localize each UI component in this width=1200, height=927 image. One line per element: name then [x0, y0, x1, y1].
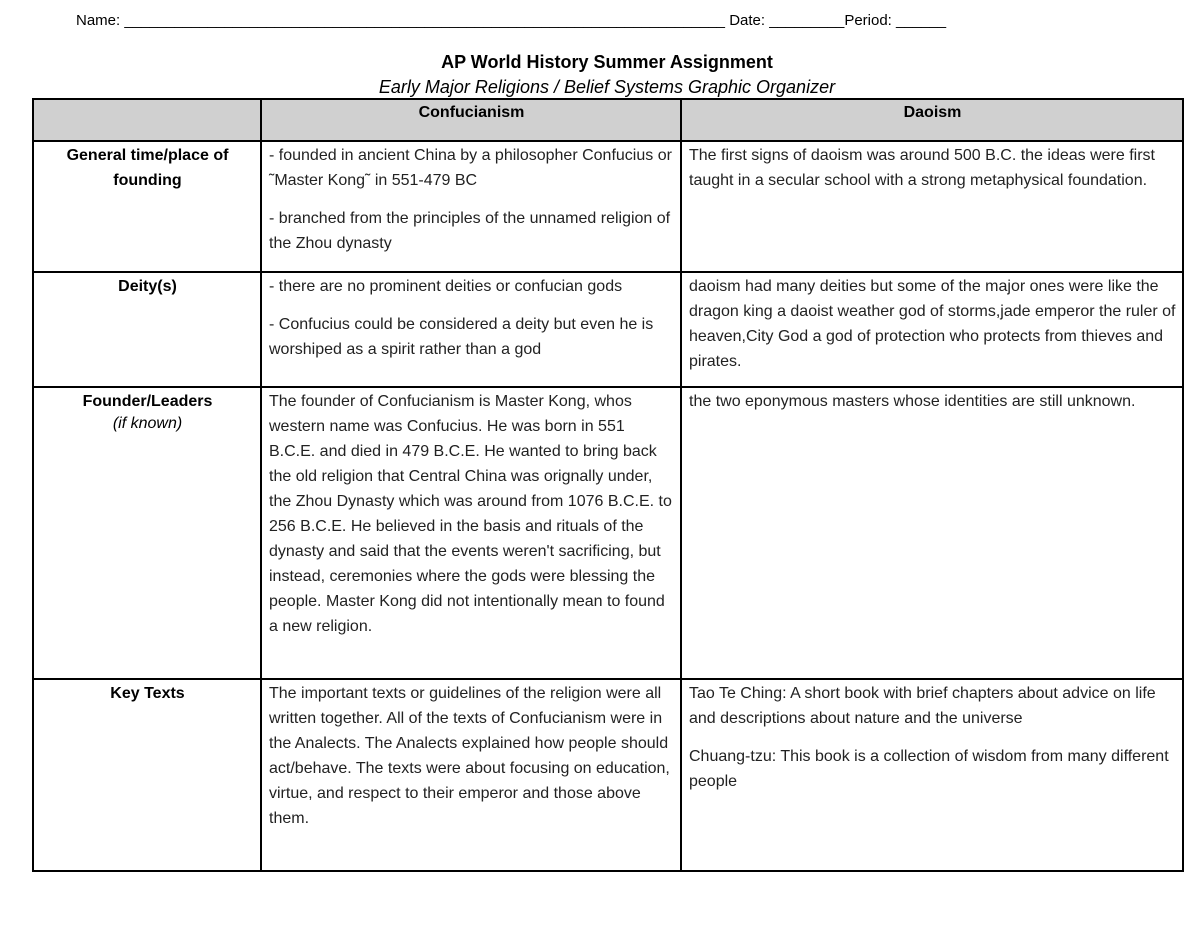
column-header-daoism: Daoism	[681, 99, 1183, 141]
row-label-note: (if known)	[112, 415, 183, 432]
graphic-organizer-table	[32, 98, 1184, 872]
row-label	[33, 387, 261, 679]
row-key-texts	[33, 679, 1183, 871]
cell-paragraph: - branched from the principles of the unnamed religion of the Zhou dynasty	[269, 210, 671, 252]
daoism-cell[interactable]	[681, 387, 1183, 679]
confucianism-cell[interactable]	[261, 679, 681, 871]
row-label-text: Founder/Leaders	[82, 393, 213, 410]
cell-paragraph: The founder of Confucianism is Master Kong, whos western name was Confucius. He was born in 551 B.C.E. and died in 479 B.C.E. He wanted to bring back the old religion that Central China was orignally under, the Zhou Dynasty which was around from 1076 B.C.E. to 256 B.C.E. He believed in the basis and rituals of the dynasty and said that the events weren't sacrificing, but instead, ceremonies where the gods were blessing the people. Master Kong did not intentionally mean to found a new religion.	[269, 393, 672, 635]
row-label	[33, 141, 261, 272]
date-label: Date:	[729, 12, 766, 29]
daoism-cell[interactable]	[681, 272, 1183, 387]
table-header-row	[33, 99, 1183, 141]
row-deities	[33, 272, 1183, 387]
row-label	[33, 272, 261, 387]
cell-paragraph: - founded in ancient China by a philosopher Confucius or ˜Master Kong˜ in 551-479 BC	[269, 147, 672, 189]
row-general-time-place	[33, 141, 1183, 272]
date-blank[interactable]: _________	[769, 12, 845, 29]
cell-paragraph: - Confucius could be considered a deity but even he is worshiped as a spirit rather than a god	[269, 316, 654, 358]
page-title: AP World History Summer Assignment	[441, 52, 773, 72]
cell-paragraph: Tao Te Ching: A short book with brief chapters about advice on life and descriptions about nature and the universe	[689, 685, 1156, 727]
cell-paragraph: The first signs of daoism was around 500 B.C. the ideas were first taught in a secular school with a strong metaphysical foundation.	[689, 147, 1155, 189]
row-label-text: Key Texts	[110, 685, 185, 702]
confucianism-cell[interactable]	[261, 387, 681, 679]
daoism-cell[interactable]	[681, 679, 1183, 871]
cell-paragraph: - there are no prominent deities or confucian gods	[269, 278, 623, 295]
row-label-text: General time/place of founding	[66, 147, 229, 189]
confucianism-cell[interactable]	[261, 141, 681, 272]
name-label: Name:	[76, 12, 121, 29]
daoism-cell[interactable]	[681, 141, 1183, 272]
period-label: Period:	[844, 12, 892, 29]
cell-paragraph: Chuang-tzu: This book is a collection of wisdom from many different people	[689, 748, 1169, 790]
column-header-confucianism: Confucianism	[261, 99, 681, 141]
cell-paragraph: the two eponymous masters whose identities are still unknown.	[689, 393, 1136, 410]
row-founder-leaders	[33, 387, 1183, 679]
name-blank[interactable]: ________________________________________________________________________	[124, 12, 726, 29]
row-label	[33, 679, 261, 871]
row-label-text: Deity(s)	[118, 278, 177, 295]
cell-paragraph: daoism had many deities but some of the major ones were like the dragon king a daoist weather god of storms,jade emperor the ruler of heaven,City God a god of protection who protects from thieves and pirates.	[689, 278, 1176, 370]
cell-paragraph: The important texts or guidelines of the religion were all written together. All of the texts of Confucianism were in the Analects. The Analects explained how people should act/behave. The texts were about focusing on education, virtue, and respect to their emperor and those above them.	[269, 685, 670, 827]
confucianism-cell[interactable]	[261, 272, 681, 387]
student-info-line	[76, 12, 946, 29]
page-subtitle: Early Major Religions / Belief Systems Graphic Organizer	[378, 77, 836, 97]
period-blank[interactable]: ______	[896, 12, 947, 29]
column-header-blank	[33, 99, 261, 141]
